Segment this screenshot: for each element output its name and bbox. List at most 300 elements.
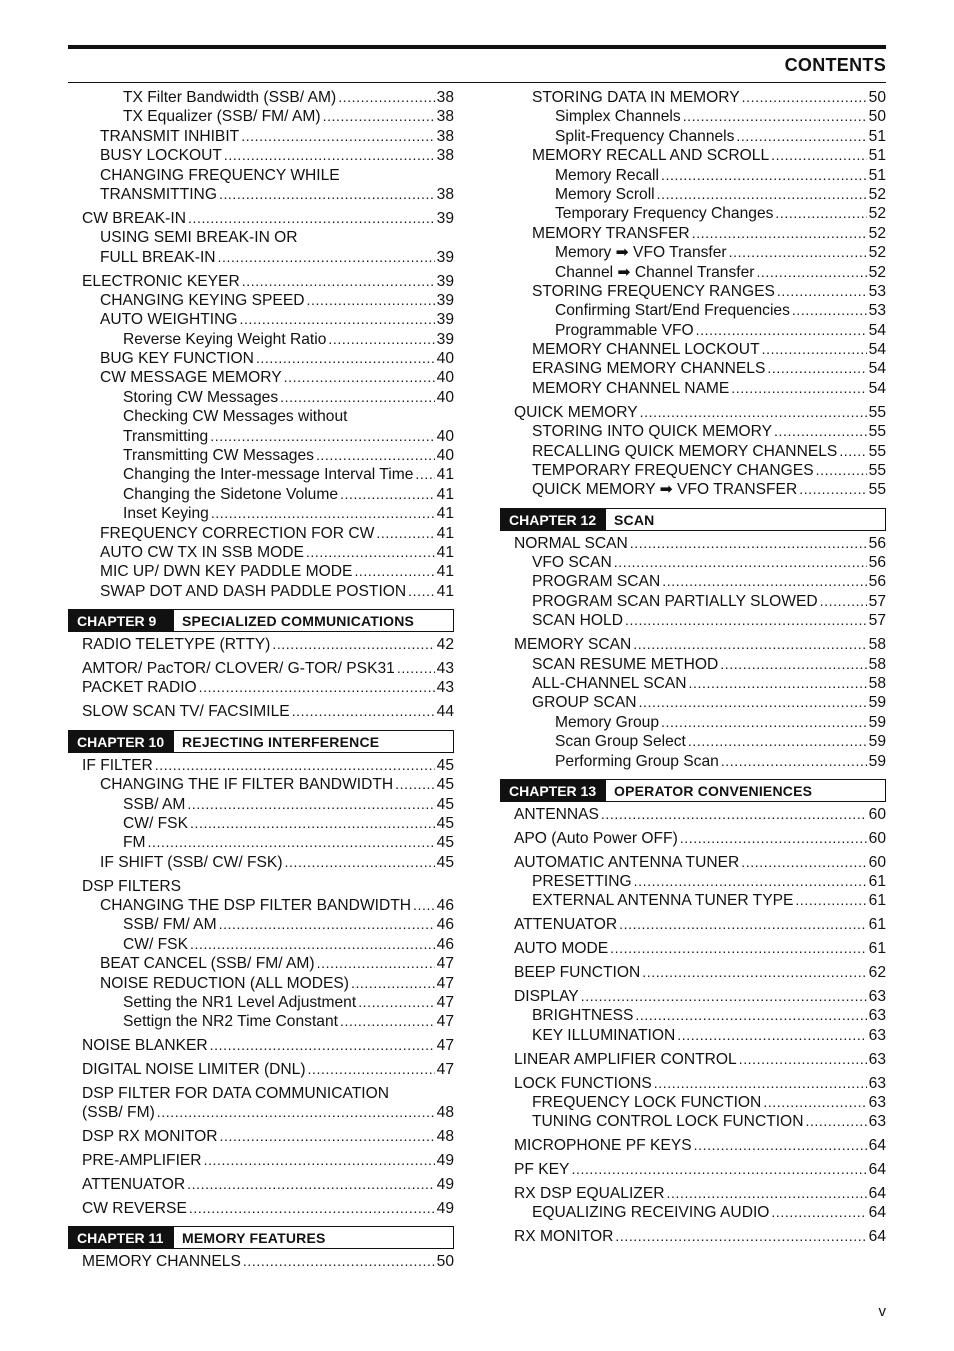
toc-entry[interactable] — [68, 1252, 454, 1271]
toc-entry[interactable] — [68, 446, 454, 465]
chapter-heading — [68, 730, 454, 753]
dot-leader — [680, 829, 867, 848]
toc-entry[interactable] — [500, 282, 886, 301]
dot-leader — [308, 1060, 435, 1079]
toc-entry-page: 53 — [868, 282, 886, 300]
dot-leader — [351, 974, 435, 993]
toc-entry[interactable] — [68, 504, 454, 523]
dot-leader — [677, 1026, 866, 1045]
toc-entry-page: 45 — [436, 834, 454, 852]
toc-entry-title: ANTENNAS — [514, 805, 599, 823]
dot-leader — [239, 310, 434, 329]
dot-leader — [408, 582, 434, 601]
toc-entry-title: CHANGING THE DSP FILTER BANDWIDTH — [100, 896, 412, 914]
dot-leader — [756, 263, 866, 282]
toc-entry-title: Changing the Inter-message Interval Time — [123, 466, 414, 484]
toc-entry[interactable] — [500, 752, 886, 771]
toc-entry[interactable] — [500, 853, 886, 872]
toc-entry-page: 45 — [436, 776, 454, 794]
dot-leader — [210, 427, 434, 446]
toc-entry-title: AUTO MODE — [514, 940, 609, 958]
toc-entry-title: EXTERNAL ANTENNA TUNER TYPE — [532, 892, 794, 910]
toc-entry-title: Confirming Start/End Frequencies — [555, 302, 790, 320]
toc-entry-text: DSP FILTERS — [82, 877, 182, 895]
toc-entry-page: 50 — [436, 1253, 454, 1271]
toc-entry-page: 39 — [436, 330, 454, 348]
dot-leader — [633, 635, 866, 654]
toc-entry[interactable] — [500, 185, 886, 204]
toc-entry-page: 47 — [436, 1013, 454, 1031]
dot-leader — [292, 702, 435, 721]
toc-entry-page: 40 — [436, 350, 454, 368]
toc-entry[interactable] — [500, 1026, 886, 1045]
toc-entry-title: MEMORY CHANNEL LOCKOUT — [532, 341, 760, 359]
dot-leader — [415, 465, 434, 484]
toc-entry-page: 55 — [868, 403, 886, 421]
toc-entry-page: 41 — [436, 582, 454, 600]
toc-entry-page: 39 — [436, 248, 454, 266]
toc-entry[interactable] — [68, 349, 454, 368]
dot-leader — [799, 480, 866, 499]
toc-entry[interactable] — [68, 248, 454, 267]
dot-leader — [187, 795, 434, 814]
dot-leader — [242, 272, 435, 291]
toc-entry-title: FM — [123, 834, 146, 852]
toc-entry-title: Memory Scroll — [555, 185, 655, 203]
toc-entry[interactable] — [68, 427, 454, 446]
toc-entry[interactable] — [68, 678, 454, 697]
toc-entry-title: QUICK MEMORY ➡ VFO TRANSFER — [532, 481, 798, 499]
toc-entry[interactable] — [68, 795, 454, 814]
toc-entry[interactable] — [500, 1184, 886, 1203]
toc-entry-page: 54 — [868, 360, 886, 378]
toc-entry-title: DISPLAY — [514, 988, 579, 1006]
toc-entry[interactable] — [68, 775, 454, 794]
dot-leader — [742, 88, 867, 107]
toc-entry[interactable] — [68, 543, 454, 562]
toc-entry-title: IF FILTER — [82, 756, 153, 774]
toc-entry-page: 46 — [436, 916, 454, 934]
toc-entry[interactable] — [68, 1036, 454, 1055]
toc-entry[interactable] — [500, 442, 886, 461]
toc-entry[interactable] — [68, 1151, 454, 1170]
toc-entry-title: Reverse Keying Weight Ratio — [123, 330, 327, 348]
toc-entry-page: 39 — [436, 291, 454, 309]
toc-entry-page: 62 — [868, 964, 886, 982]
toc-entry-page: 52 — [868, 263, 886, 281]
chapter-number: CHAPTER 9 — [69, 610, 174, 631]
toc-entry-page: 38 — [436, 108, 454, 126]
dot-leader — [795, 891, 866, 910]
toc-entry[interactable] — [500, 572, 886, 591]
toc-entry[interactable] — [68, 310, 454, 329]
dot-leader — [661, 713, 867, 732]
toc-entry-title: TX Equalizer (SSB/ FM/ AM) — [123, 108, 321, 126]
dot-leader — [816, 461, 867, 480]
toc-entry-title: LOCK FUNCTIONS — [514, 1074, 652, 1092]
toc-entry-title: FULL BREAK-IN — [100, 248, 216, 266]
toc-entry[interactable] — [500, 403, 886, 422]
toc-entry[interactable] — [500, 987, 886, 1006]
toc-entry[interactable] — [68, 485, 454, 504]
toc-entry-title: SWAP DOT AND DASH PADDLE POSTION — [100, 582, 407, 600]
toc-entry-page: 40 — [436, 427, 454, 445]
toc-entry[interactable] — [500, 1074, 886, 1093]
chapter-title: OPERATOR CONVENIENCES — [614, 782, 813, 799]
dot-leader — [683, 107, 867, 126]
toc-entry-text: Checking CW Messages without — [123, 408, 348, 426]
toc-entry[interactable] — [500, 713, 886, 732]
dot-leader — [741, 853, 866, 872]
toc-entry-page: 57 — [868, 592, 886, 610]
toc-entry-title: APO (Auto Power OFF) — [514, 829, 678, 847]
toc-entry[interactable] — [500, 693, 886, 712]
toc-entry-title: Inset Keying — [123, 505, 209, 523]
toc-entry-title: TRANSMITTING — [100, 185, 217, 203]
dot-leader — [354, 562, 434, 581]
toc-left-column — [68, 88, 454, 1272]
toc-entry-page: 51 — [868, 166, 886, 184]
toc-entry[interactable] — [500, 1136, 886, 1155]
toc-entry-page: 64 — [868, 1228, 886, 1246]
toc-entry-page: 43 — [436, 660, 454, 678]
toc-entry-title: DIGITAL NOISE LIMITER (DNL) — [82, 1061, 306, 1079]
toc-entry-title: CW MESSAGE MEMORY — [100, 369, 282, 387]
toc-entry[interactable] — [68, 1127, 454, 1146]
toc-entry[interactable] — [68, 896, 454, 915]
toc-entry-page: 45 — [436, 756, 454, 774]
toc-entry[interactable] — [68, 146, 454, 165]
toc-entry-title: FREQUENCY CORRECTION FOR CW — [100, 524, 375, 542]
toc-entry-title: PACKET RADIO — [82, 679, 197, 697]
toc-entry-page: 58 — [868, 655, 886, 673]
toc-entry[interactable] — [68, 702, 454, 721]
toc-entry-title: ATTENUATOR — [82, 1176, 186, 1194]
toc-entry-title: BRIGHTNESS — [532, 1007, 634, 1025]
toc-entry-title: GROUP SCAN — [532, 694, 637, 712]
toc-entry[interactable] — [68, 1060, 454, 1079]
toc-entry[interactable] — [500, 829, 886, 848]
toc-entry-title: FREQUENCY LOCK FUNCTION — [532, 1093, 762, 1111]
toc-entry-page: 41 — [436, 563, 454, 581]
toc-entry[interactable] — [68, 935, 454, 954]
toc-entry[interactable] — [500, 674, 886, 693]
toc-entry-page: 38 — [436, 147, 454, 165]
toc-entry[interactable] — [500, 891, 886, 910]
toc-entry-title: SSB/ AM — [123, 795, 186, 813]
toc-entry-page: 61 — [868, 892, 886, 910]
toc-entry-page: 56 — [868, 573, 886, 591]
dot-leader — [720, 655, 866, 674]
toc-entry[interactable] — [500, 301, 886, 320]
dot-leader — [642, 963, 866, 982]
chapter-number: CHAPTER 10 — [69, 731, 174, 752]
toc-entry-page: 54 — [868, 341, 886, 359]
dot-leader — [581, 987, 867, 1006]
toc-entry[interactable] — [500, 963, 886, 982]
toc-entry-title: PRE-AMPLIFIER — [82, 1152, 202, 1170]
dot-leader — [731, 379, 866, 398]
toc-entry[interactable] — [500, 204, 886, 223]
toc-entry[interactable] — [500, 611, 886, 630]
toc-entry-page: 54 — [868, 321, 886, 339]
toc-entry-title: MEMORY TRANSFER — [532, 224, 690, 242]
toc-entry[interactable] — [500, 1203, 886, 1222]
toc-entry-page: 64 — [868, 1185, 886, 1203]
dot-leader — [340, 1012, 435, 1031]
toc-entry-title: CW BREAK-IN — [82, 209, 186, 227]
toc-entry[interactable] — [500, 422, 886, 441]
dot-leader — [285, 853, 435, 872]
toc-entry-page: 58 — [868, 674, 886, 692]
toc-entry[interactable] — [68, 88, 454, 107]
toc-entry-page: 54 — [868, 379, 886, 397]
toc-entry[interactable] — [68, 185, 454, 204]
toc-entry-text: USING SEMI BREAK-IN OR — [100, 229, 298, 247]
toc-entry-title: AMTOR/ PacTOR/ CLOVER/ G-TOR/ PSK31 — [82, 660, 395, 678]
toc-entry-title: PROGRAM SCAN PARTIALLY SLOWED — [532, 592, 818, 610]
dot-leader — [721, 752, 867, 771]
toc-entry[interactable] — [68, 814, 454, 833]
toc-entry[interactable] — [68, 368, 454, 387]
chapter-heading — [500, 508, 886, 531]
toc-entry[interactable] — [500, 359, 886, 378]
toc-entry[interactable] — [500, 939, 886, 958]
toc-entry[interactable] — [68, 291, 454, 310]
toc-entry-title: PRESETTING — [532, 873, 632, 891]
toc-entry[interactable] — [500, 732, 886, 751]
toc-entry-page: 64 — [868, 1137, 886, 1155]
chapter-title: SPECIALIZED COMMUNICATIONS — [182, 613, 415, 630]
toc-entry-title: Memory Recall — [555, 166, 659, 184]
dot-leader — [662, 572, 866, 591]
toc-entry-page: 49 — [436, 1152, 454, 1170]
chapter-title: MEMORY FEATURES — [182, 1230, 326, 1247]
toc-entry-page: 63 — [868, 1050, 886, 1068]
toc-entry-page: 59 — [868, 733, 886, 751]
toc-entry-page: 40 — [436, 447, 454, 465]
toc-entry-text: DSP FILTER FOR DATA COMMUNICATION — [82, 1084, 389, 1102]
chapter-heading — [68, 1226, 454, 1249]
dot-leader — [219, 185, 435, 204]
toc-entry-page: 60 — [868, 805, 886, 823]
toc-entry-title: Performing Group Scan — [555, 752, 719, 770]
dot-leader — [762, 340, 867, 359]
toc-entry[interactable] — [500, 872, 886, 891]
toc-entry-title: ELECTRONIC KEYER — [82, 272, 240, 290]
toc-entry-page: 45 — [436, 795, 454, 813]
toc-entry-title: RX DSP EQUALIZER — [514, 1185, 665, 1203]
toc-entry-page: 40 — [436, 369, 454, 387]
toc-entry[interactable] — [500, 88, 886, 107]
toc-entry[interactable] — [500, 592, 886, 611]
toc-entry-title: MIC UP/ DWN KEY PADDLE MODE — [100, 563, 353, 581]
toc-entry[interactable] — [500, 635, 886, 654]
toc-entry[interactable] — [500, 166, 886, 185]
toc-entry[interactable] — [68, 465, 454, 484]
dot-leader — [774, 422, 867, 441]
dot-leader — [338, 88, 434, 107]
toc-entry-title: AUTO WEIGHTING — [100, 311, 238, 329]
toc-entry[interactable] — [500, 1093, 886, 1112]
toc-entry-title: Storing CW Messages — [123, 388, 279, 406]
toc-entry-page: 49 — [436, 1176, 454, 1194]
chapter-heading — [500, 779, 886, 802]
dot-leader — [696, 321, 867, 340]
dot-leader — [661, 166, 867, 185]
dot-leader — [413, 896, 435, 915]
dot-leader — [190, 935, 435, 954]
toc-entry[interactable] — [500, 340, 886, 359]
toc-entry-page: 51 — [868, 127, 886, 145]
toc-entry-title: TEMPORARY FREQUENCY CHANGES — [532, 461, 814, 479]
toc-entry[interactable] — [500, 1160, 886, 1179]
toc-entry-title: AUTOMATIC ANTENNA TUNER — [514, 853, 740, 871]
toc-entry[interactable] — [500, 243, 886, 262]
dot-leader — [739, 1050, 867, 1069]
dot-leader — [210, 1036, 435, 1055]
dot-leader — [307, 291, 435, 310]
toc-entry[interactable] — [500, 1112, 886, 1131]
toc-entry-page: 55 — [868, 442, 886, 460]
toc-entry[interactable] — [500, 1006, 886, 1025]
dot-leader — [219, 915, 435, 934]
toc-entry-title: NOISE BLANKER — [82, 1037, 208, 1055]
toc-entry[interactable] — [500, 655, 886, 674]
chapter-heading — [68, 609, 454, 632]
toc-entry[interactable] — [500, 224, 886, 243]
toc-entry-page: 47 — [436, 974, 454, 992]
dot-leader — [619, 915, 867, 934]
toc-entry[interactable] — [68, 1103, 454, 1122]
toc-entry-page: 42 — [436, 636, 454, 654]
toc-entry[interactable] — [68, 272, 454, 291]
toc-entry-title: NOISE REDUCTION (ALL MODES) — [100, 974, 349, 992]
toc-entry-title: MEMORY CHANNEL NAME — [532, 379, 730, 397]
toc-entry[interactable] — [68, 1175, 454, 1194]
dot-leader — [204, 1151, 435, 1170]
toc-entry-title: CW/ FSK — [123, 814, 188, 832]
toc-entry-title: BEAT CANCEL (SSB/ FM/ AM) — [100, 955, 315, 973]
dot-leader — [694, 1136, 867, 1155]
dot-leader — [625, 611, 867, 630]
toc-entry[interactable] — [68, 209, 454, 228]
toc-entry-page: 46 — [436, 935, 454, 953]
toc-entry-title: CW REVERSE — [82, 1199, 187, 1217]
toc-entry-page: 56 — [868, 534, 886, 552]
toc-entry[interactable] — [68, 954, 454, 973]
toc-entry[interactable] — [68, 524, 454, 543]
toc-entry-title: KEY ILLUMINATION — [532, 1026, 676, 1044]
toc-entry[interactable] — [68, 756, 454, 775]
toc-entry[interactable] — [500, 146, 886, 165]
toc-entry[interactable] — [68, 853, 454, 872]
dot-leader — [614, 553, 867, 572]
toc-entry[interactable] — [500, 805, 886, 824]
toc-entry[interactable] — [68, 833, 454, 852]
toc-entry[interactable] — [68, 107, 454, 126]
toc-entry-page: 63 — [868, 1093, 886, 1111]
toc-entry-page: 50 — [868, 108, 886, 126]
toc-entry[interactable] — [500, 534, 886, 553]
toc-entry-title: SCAN HOLD — [532, 612, 623, 630]
toc-entry[interactable] — [68, 1199, 454, 1218]
toc-entry[interactable] — [500, 379, 886, 398]
chapter-number: CHAPTER 13 — [501, 780, 606, 801]
toc-entry-page: 41 — [436, 505, 454, 523]
toc-entry[interactable] — [500, 1050, 886, 1069]
toc-entry[interactable] — [68, 388, 454, 407]
dot-leader — [610, 939, 866, 958]
dot-leader — [820, 592, 867, 611]
toc-entry[interactable] — [500, 461, 886, 480]
toc-entry-page: 46 — [436, 896, 454, 914]
page-title: CONTENTS — [784, 55, 886, 75]
toc-entry-page: 56 — [868, 554, 886, 572]
toc-entry[interactable] — [500, 915, 886, 934]
toc-entry-page: 61 — [868, 873, 886, 891]
toc-entry-page: 39 — [436, 272, 454, 290]
toc-entry[interactable] — [500, 107, 886, 126]
dot-leader — [189, 1199, 435, 1218]
toc-entry-title: RECALLING QUICK MEMORY CHANNELS — [532, 442, 838, 460]
toc-entry[interactable] — [500, 1227, 886, 1246]
toc-entry-title: LINEAR AMPLIFIER CONTROL — [514, 1050, 737, 1068]
toc-entry-title: Scan Group Select — [555, 733, 686, 751]
toc-entry[interactable] — [68, 974, 454, 993]
toc-entry-page: 38 — [436, 89, 454, 106]
toc-entry[interactable] — [68, 659, 454, 678]
toc-entry-title: Channel ➡ Channel Transfer — [555, 263, 755, 281]
dot-leader — [763, 1093, 866, 1112]
toc-entry[interactable] — [68, 1012, 454, 1031]
toc-entry-title: CHANGING KEYING SPEED — [100, 291, 305, 309]
toc-entry[interactable] — [500, 263, 886, 282]
toc-entry-title: ATTENUATOR — [514, 916, 618, 934]
toc-entry[interactable] — [500, 127, 886, 146]
toc-entry-page: 63 — [868, 1007, 886, 1025]
toc-entry-title: SSB/ FM/ AM — [123, 916, 217, 934]
toc-entry-title: (SSB/ FM) — [82, 1104, 155, 1122]
chapter-title: SCAN — [614, 511, 655, 528]
dot-leader — [657, 185, 867, 204]
toc-entry[interactable] — [68, 582, 454, 601]
dot-leader — [199, 678, 435, 697]
toc-entry[interactable] — [68, 915, 454, 934]
dot-leader — [317, 954, 435, 973]
toc-entry-title: Changing the Sidetone Volume — [123, 485, 339, 503]
toc-entry-title: CHANGING THE IF FILTER BANDWIDTH — [100, 776, 394, 794]
dot-leader — [805, 1112, 866, 1131]
toc-entry-page: 52 — [868, 244, 886, 262]
toc-entry[interactable] — [500, 321, 886, 340]
toc-entry[interactable] — [68, 330, 454, 349]
toc-entry[interactable] — [68, 635, 454, 654]
toc-entry[interactable] — [500, 480, 886, 499]
toc-entry-title: Transmitting — [123, 427, 209, 445]
dot-leader — [777, 282, 867, 301]
dot-leader — [272, 635, 434, 654]
toc-entry-title: TX Filter Bandwidth (SSB/ AM) — [123, 89, 337, 106]
toc-entry[interactable] — [68, 562, 454, 581]
dot-leader — [323, 107, 435, 126]
toc-entry[interactable] — [68, 127, 454, 146]
toc-entry-page: 61 — [868, 940, 886, 958]
dot-leader — [630, 534, 867, 553]
toc-entry[interactable] — [500, 553, 886, 572]
toc-entry[interactable] — [68, 993, 454, 1012]
toc-entry-page: 50 — [868, 89, 886, 106]
